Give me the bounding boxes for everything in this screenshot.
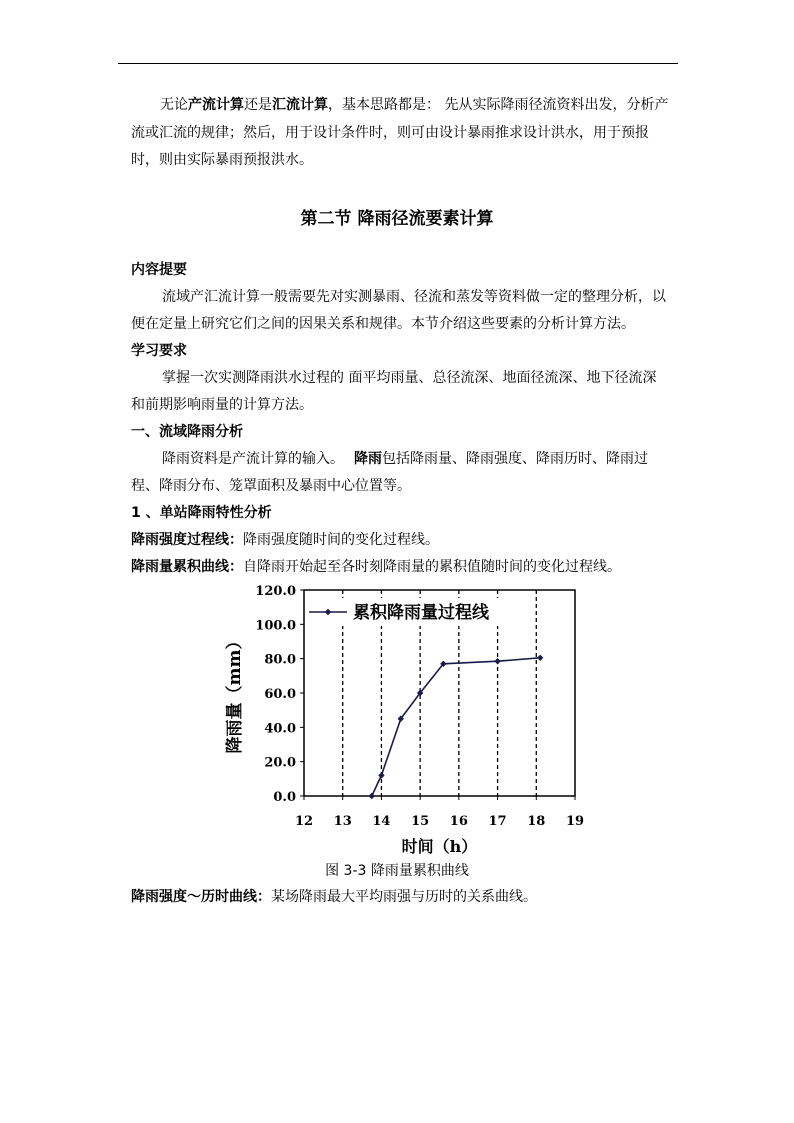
requirements-line-1: 掌握一次实测降雨洪水过程的 面平均雨量、总径流深、地面径流深、地下径流深: [162, 370, 657, 386]
summary-heading: 内容提要: [131, 262, 187, 278]
y-tick-labels: [255, 584, 304, 805]
x-tick-labels: [295, 796, 584, 829]
x-tick-label: 15: [411, 814, 430, 829]
intro-line-2: 流或汇流的规律；然后，用于设计条件时，则可由设计暴雨推求设计洪水，用于预报: [131, 125, 649, 141]
legend-label: 累积降雨量过程线: [353, 603, 489, 623]
data-point: [378, 772, 384, 778]
legend: [307, 598, 525, 626]
x-tick-label: 17: [488, 814, 507, 829]
intro-line-1: [160, 92, 668, 118]
requirements-line-2: 和前期影响雨量的计算方法。: [131, 397, 313, 413]
summary-line-2: 便在定量上研究它们之间的因果关系和规律。本节介绍这些要素的分析计算方法。: [131, 316, 635, 332]
series-layer: [369, 655, 544, 800]
def-intensity-duration: [131, 884, 537, 910]
y-tick-label: 20.0: [264, 755, 296, 771]
intro-text: 还是: [244, 97, 272, 113]
y-axis-label: 降雨量（mm）: [225, 632, 245, 754]
x-tick-label: 16: [449, 814, 468, 829]
def-cumulative-curve: [131, 554, 621, 580]
data-point: [369, 793, 375, 799]
term-rainfall: 降雨: [354, 451, 382, 467]
y-tick-label: 40.0: [264, 721, 296, 737]
def-text: 某场降雨最大平均雨强与历时的关系曲线。: [271, 889, 537, 905]
x-tick-label: 13: [333, 814, 352, 829]
sec1-line-1: [162, 446, 648, 472]
data-point: [537, 655, 543, 661]
y-tick-label: 120.0: [255, 584, 296, 599]
intro-text: ，基本思路都是： 先从实际降雨径流资料出发，分析产: [328, 97, 669, 113]
term-runoff-concentration: 汇流计算: [272, 97, 328, 113]
x-tick-label: 14: [372, 814, 391, 829]
sec1-text: 降雨资料是产流计算的输入。: [162, 451, 344, 467]
y-tick-label: 60.0: [264, 687, 296, 702]
data-point: [494, 658, 500, 664]
term-runoff-generation: 产流计算: [188, 97, 244, 113]
def-term: 降雨强度过程线：: [131, 532, 243, 548]
series-line: [372, 658, 540, 796]
header-rule: [118, 63, 678, 64]
sec1-line-2: 程、降雨分布、笼罩面积及暴雨中心位置等。: [131, 478, 411, 494]
figure-caption: 图 3-3 降雨量累积曲线: [325, 863, 469, 879]
summary-line-1: 流域产汇流计算一般需要先对实测暴雨、径流和蒸发等资料做一定的整理分析，以: [162, 289, 666, 305]
sec1-text: 包括降雨量、降雨强度、降雨历时、降雨过: [382, 451, 648, 467]
sec1-heading: 一、流域降雨分析: [131, 424, 243, 440]
def-text: 降雨强度随时间的变化过程线。: [243, 532, 439, 548]
y-tick-label: 80.0: [264, 652, 296, 668]
y-tick-label: 100.0: [255, 618, 296, 634]
def-term: 降雨量累积曲线：: [131, 559, 243, 575]
section-title: 第二节 降雨径流要素计算: [300, 209, 494, 229]
def-intensity-process: [131, 527, 439, 553]
y-tick-label: 0.0: [273, 790, 296, 805]
cumulative-rainfall-chart: [220, 580, 600, 855]
def-term: 降雨强度～历时曲线：: [131, 889, 271, 905]
def-text: 自降雨开始起至各时刻降雨量的累积值随时间的变化过程线。: [243, 559, 621, 575]
intro-text: 无论: [160, 97, 188, 113]
x-axis-label: 时间（h）: [401, 837, 478, 855]
sub1-heading: 1 、单站降雨特性分析: [131, 505, 272, 521]
x-tick-label: 18: [527, 814, 546, 829]
intro-line-3: 时，则由实际暴雨预报洪水。: [131, 152, 313, 168]
x-tick-label: 19: [565, 814, 585, 829]
requirements-heading: 学习要求: [131, 343, 187, 359]
x-tick-label: 12: [294, 814, 314, 829]
